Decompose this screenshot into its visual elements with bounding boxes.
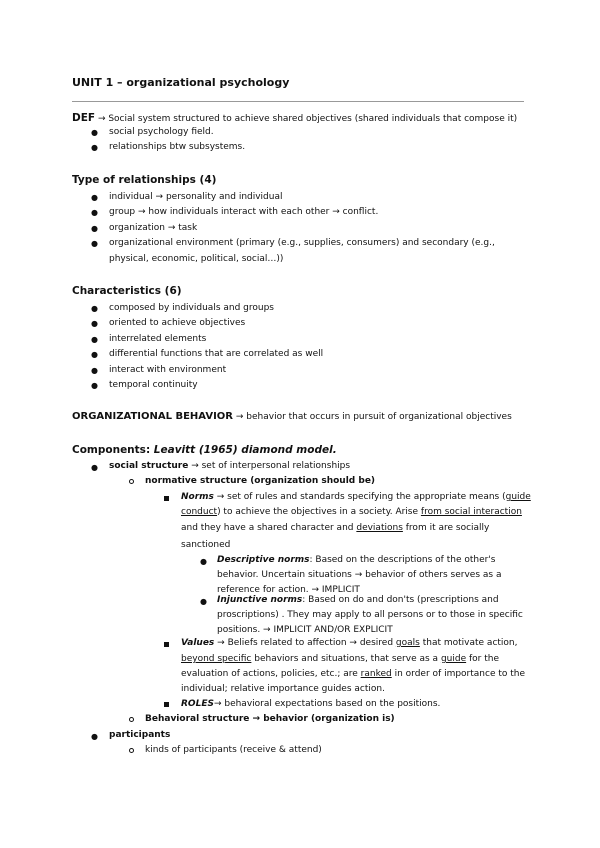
norms-underline: deviations	[356, 523, 403, 533]
components-label: Components	[72, 444, 146, 456]
values-label: Values	[181, 638, 215, 648]
behavioral-structure: Behavioral structure → behavior (organization is)	[145, 714, 395, 724]
characteristics-heading: Characteristics (6)	[72, 285, 182, 297]
list-item: temporal continuity	[109, 380, 198, 390]
list-item: interrelated elements	[109, 334, 207, 344]
divider	[72, 101, 524, 102]
social-structure-line	[109, 461, 350, 471]
bullet-icon: ●	[91, 143, 98, 152]
org-behavior-label: ORGANIZATIONAL BEHAVIOR	[72, 411, 234, 422]
bullet-icon: ●	[91, 335, 98, 344]
injunctive-line-1	[217, 595, 499, 605]
social-structure-label: social structure	[109, 461, 189, 471]
norms-underline: guide	[505, 492, 531, 502]
list-item: differential functions that are correlated as well	[109, 349, 324, 359]
values-underline: goals	[395, 638, 420, 648]
def-text: → Social system structured to achieve shared objectives (shared individuals that compose it)	[97, 114, 518, 124]
participants: participants	[109, 730, 171, 740]
circle-bullet-icon	[129, 717, 134, 722]
def-label: DEF	[72, 112, 96, 124]
square-bullet-icon	[164, 702, 169, 707]
bullet-icon: ●	[91, 463, 98, 472]
bullet-icon: ●	[200, 597, 207, 606]
roles-label: ROLES	[181, 699, 214, 709]
list-item: social psychology field.	[109, 127, 214, 137]
org-behavior-line	[72, 411, 512, 422]
norms-text: and they have a shared character and	[181, 523, 354, 533]
bullet-icon: ●	[200, 557, 207, 566]
injunctive-line-3: positions. → IMPLICIT AND/OR EXPLICIT	[217, 625, 393, 635]
square-bullet-icon	[164, 496, 169, 501]
social-structure-text: → set of interpersonal relationships	[191, 461, 351, 471]
roles-line	[181, 699, 440, 709]
norms-line-4: sanctioned	[181, 540, 231, 550]
values-text: in order of importance to the	[394, 669, 526, 679]
norms-line-1	[181, 492, 531, 502]
bullet-icon: ●	[91, 381, 98, 390]
bullet-icon: ●	[91, 304, 98, 313]
descriptive-line-1	[217, 555, 495, 565]
square-bullet-icon	[164, 642, 169, 647]
list-item: interact with environment	[109, 365, 227, 375]
norms-label: Norms	[181, 492, 214, 502]
bullet-icon: ●	[91, 732, 98, 741]
descriptive-label: Descriptive norms	[217, 555, 310, 565]
bullet-icon: ●	[91, 224, 98, 233]
bullet-icon: ●	[91, 208, 98, 217]
def-line	[72, 112, 517, 124]
list-item: organization → task	[109, 223, 198, 233]
descriptive-line-3: reference for action. → IMPLICIT	[217, 585, 360, 595]
relationships-heading: Type of relationships (4)	[72, 174, 217, 186]
values-text: evaluation of actions, policies, etc.; are	[181, 669, 358, 679]
values-line-1	[181, 638, 518, 648]
values-underline: ranked	[360, 669, 392, 679]
list-item-continuation: physical, economic, political, social…))	[109, 254, 284, 264]
injunctive-label: Injunctive norms	[217, 595, 303, 605]
values-line-2	[181, 654, 499, 664]
values-line-4: individual; relative importance guides action.	[181, 684, 385, 694]
org-behavior-text: → behavior that occurs in pursuit of organizational objectives	[235, 412, 512, 422]
values-text: → Beliefs related to affection → desired	[217, 638, 394, 648]
list-item: group → how individuals interact with each other → conflict.	[109, 207, 379, 217]
list-item: oriented to achieve objectives	[109, 318, 246, 328]
bullet-icon: ●	[91, 366, 98, 375]
descriptive-text: : Based on the descriptions of the other's	[309, 555, 496, 565]
injunctive-text: : Based on do and don'ts (prescriptions and	[302, 595, 499, 605]
values-text: for the	[468, 654, 499, 664]
components-heading	[72, 444, 337, 456]
list-item: composed by individuals and groups	[109, 303, 274, 313]
list-item: individual → personality and individual	[109, 192, 283, 202]
bullet-icon: ●	[91, 128, 98, 137]
descriptive-line-2: behavior. Uncertain situations → behavior of others serves as a	[217, 570, 502, 580]
bullet-icon: ●	[91, 350, 98, 359]
norms-text: → set of rules and standards specifying the appropriate means (	[216, 492, 506, 502]
circle-bullet-icon	[129, 748, 134, 753]
circle-bullet-icon	[129, 479, 134, 484]
participants-sub: kinds of participants (receive & attend)	[145, 745, 322, 755]
components-colon: :	[145, 444, 151, 456]
bullet-icon: ●	[91, 193, 98, 202]
norms-underline: conduct	[181, 507, 218, 517]
roles-text: → behavioral expectations based on the positions.	[213, 699, 441, 709]
norms-underline: from social interaction	[420, 507, 522, 517]
values-text: that motivate action,	[422, 638, 518, 648]
bullet-icon: ●	[91, 239, 98, 248]
bullet-icon: ●	[91, 319, 98, 328]
page-title: UNIT 1 – organizational psychology	[72, 76, 290, 89]
values-line-3	[181, 669, 525, 679]
injunctive-line-2: proscriptions) . They may apply to all persons or to those in specific	[217, 610, 523, 620]
norms-line-2	[181, 507, 522, 517]
components-model: Leavitt (1965) diamond model.	[153, 444, 337, 456]
values-text: behaviors and situations, that serve as a	[254, 654, 439, 664]
list-item: organizational environment (primary (e.g., supplies, consumers) and secondary (e.g.,	[109, 238, 495, 248]
norms-text: ) to achieve the objectives in a society. Arise	[217, 507, 419, 517]
norms-text: from it are socially	[405, 523, 490, 533]
values-underline: beyond specific	[181, 654, 252, 664]
values-underline: guide	[440, 654, 467, 664]
normative-structure: normative structure (organization should be)	[145, 476, 376, 486]
list-item: relationships btw subsystems.	[109, 142, 246, 152]
norms-line-3	[181, 523, 489, 533]
